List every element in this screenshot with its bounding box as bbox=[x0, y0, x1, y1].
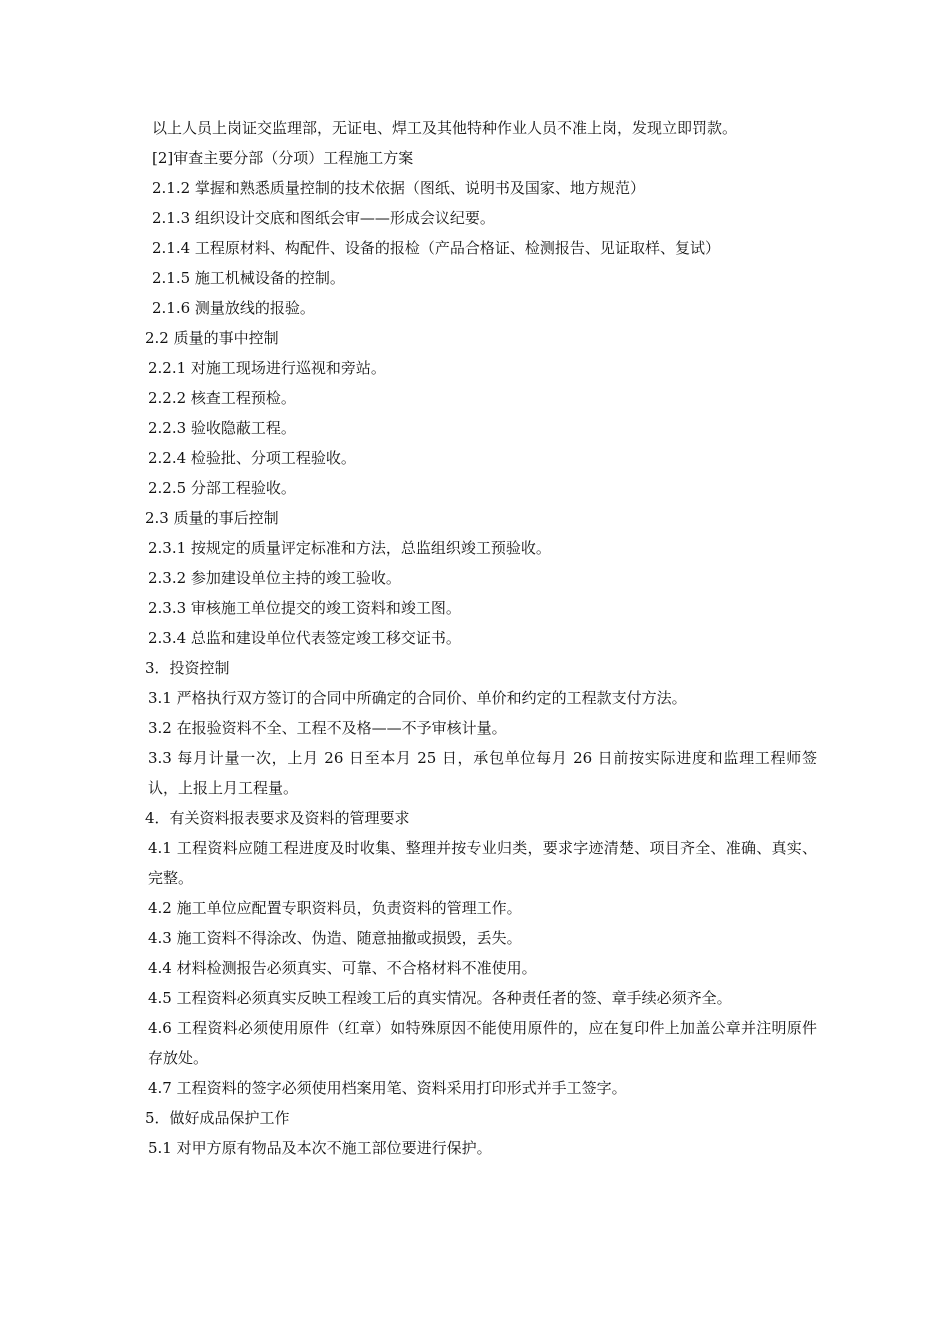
text-line: 2.3.1 按规定的质量评定标准和方法，总监组织竣工预验收。 bbox=[148, 539, 551, 557]
text-line: [2]审查主要分部（分项）工程施工方案 bbox=[152, 149, 414, 167]
text-line: 4.5 工程资料必须真实反映工程竣工后的真实情况。各种责任者的签、章手续必须齐全。 bbox=[148, 989, 732, 1007]
paragraph-4-7: 4.7 工程资料的签字必须使用档案用笔、资料采用打印形式并手工签字。 bbox=[148, 1079, 627, 1097]
text-line: 4.4 材料检测报告必须真实、可靠、不合格材料不准使用。 bbox=[148, 959, 537, 977]
lines-block bbox=[145, 113, 817, 743]
text-line: 2.3.4 总监和建设单位代表签定竣工移交证书。 bbox=[148, 629, 461, 647]
text-line: 2.1.4 工程原材料、构配件、设备的报检（产品合格证、检测报告、见证取样、复试） bbox=[152, 239, 720, 257]
text-line: 2.2.5 分部工程验收。 bbox=[148, 479, 296, 497]
text-line: 4.2 施工单位应配置专职资料员，负责资料的管理工作。 bbox=[148, 899, 522, 917]
text-line: 3.2 在报验资料不全、工程不及格——不予审核计量。 bbox=[148, 719, 507, 737]
text-line: 2.2.1 对施工现场进行巡视和旁站。 bbox=[148, 359, 386, 377]
text-line: 2.3.2 参加建设单位主持的竣工验收。 bbox=[148, 569, 401, 587]
section-heading-4: 4．有关资料报表要求及资料的管理要求 bbox=[145, 809, 410, 827]
text-line: 2.1.5 施工机械设备的控制。 bbox=[152, 269, 345, 287]
text-line: 2.3 质量的事后控制 bbox=[145, 509, 279, 527]
paragraph-4-1: 4.1 工程资料应随工程进度及时收集、整理并按专业归类，要求字迹清楚、项目齐全、准确、真实、完整。 bbox=[148, 839, 817, 887]
section-heading-5: 5．做好成品保护工作 bbox=[145, 1109, 290, 1127]
text-line: 2.3.3 审核施工单位提交的竣工资料和竣工图。 bbox=[148, 599, 461, 617]
text-line: 以上人员上岗证交监理部，无证电、焊工及其他特种作业人员不准上岗，发现立即罚款。 bbox=[152, 119, 738, 137]
text-line: 4.3 施工资料不得涂改、伪造、随意抽撤或损毁，丢失。 bbox=[148, 929, 522, 947]
text-line: 3．投资控制 bbox=[145, 659, 230, 677]
text-line: 2.2.4 检验批、分项工程验收。 bbox=[148, 449, 356, 467]
text-line: 2.2.3 验收隐蔽工程。 bbox=[148, 419, 296, 437]
text-line: 2.1.3 组织设计交底和图纸会审——形成会议纪要。 bbox=[152, 209, 495, 227]
text-line: 2.1.6 测量放线的报验。 bbox=[152, 299, 315, 317]
paragraph-3-3: 3.3 每月计量一次，上月 26 日至本月 25 日，承包单位每月 26 日前按实际进度和监理工程师签认，上报上月工程量。 bbox=[148, 749, 817, 797]
lines-block-4 bbox=[145, 893, 817, 1013]
text-line: 2.2.2 核查工程预检。 bbox=[148, 389, 296, 407]
document-body bbox=[145, 113, 817, 1163]
text-line: 3.1 严格执行双方签订的合同中所确定的合同价、单价和约定的工程款支付方法。 bbox=[148, 689, 687, 707]
text-line: 2.2 质量的事中控制 bbox=[145, 329, 279, 347]
paragraph-4-6: 4.6 工程资料必须使用原件（红章）如特殊原因不能使用原件的，应在复印件上加盖公章并注明原件存放处。 bbox=[148, 1019, 817, 1067]
paragraph-5-1: 5.1 对甲方原有物品及本次不施工部位要进行保护。 bbox=[148, 1139, 492, 1157]
text-line: 2.1.2 掌握和熟悉质量控制的技术依据（图纸、说明书及国家、地方规范） bbox=[152, 179, 645, 197]
